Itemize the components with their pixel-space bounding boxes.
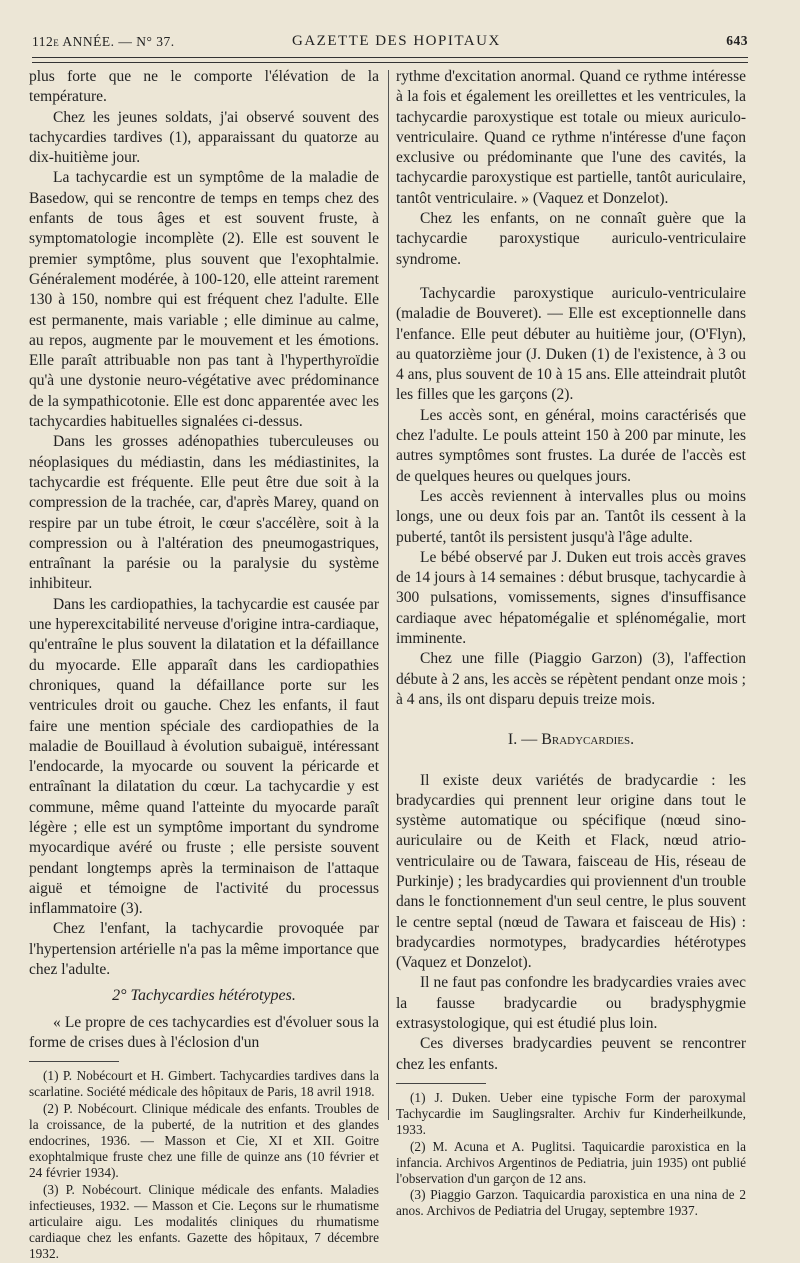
paragraph: Chez une fille (Piaggio Garzon) (3), l'affection débute à 2 ans, les accès se répètent pendant onze mois ; à 4 ans, ils ont disparu depuis treize mois. [396, 650, 746, 708]
paragraph: Il existe deux variétés de bradycardie : les bradycardies qui prennent leur origine dans tout le système automatique ou spécifique (nœud sino-auriculaire ou de Keith et Flack, nœud atrio-ventriculaire ou de Tawara, faisceau de His, réseau de Purkinje) ; les bradycardies qui proviennent d'un trouble dans le fonctionnement d'un seul centre, le plus souvent le centre septal (nœud de Tawara et faisceau de His) : bradycardies normotypes, bradycardies hétérotypes (Vaquez et Donzelot). [396, 771, 746, 972]
footnote: (1) J. Duken. Ueber eine typische Form der paroxymal Tachycardie im Sauglingsralter. Archiv fur Kinderheilkunde, 1933. [396, 1089, 746, 1138]
column-divider [388, 70, 389, 1120]
page-number: 643 [726, 33, 748, 48]
footnotes [29, 1068, 379, 1262]
header-rule [32, 57, 748, 63]
section-heading: 2° Tachycardies hétérotypes. [112, 987, 296, 1005]
footnotes [396, 1090, 746, 1220]
paragraph: rythme d'excitation anormal. Quand ce rythme intéresse à la fois et également les oreillettes et les ventricules, la tachycardie paroxystique est totale ou mieux auriculo-ventriculaire. Quand ce rythme n'intéresse d'une façon exclusive ou prédominante que l'une des cavités, la tachycardie paroxystique est partielle, tantôt auriculaire, tantôt ventriculaire. » (Vaquez et Donzelot). [396, 68, 746, 207]
footnote: (2) M. Acuna et A. Puglitsi. Taquicardie paroxistica en la infancia. Archivos Argentinos de Pediatria, juin 1935) ont publié l'observation d'un garçon de 12 ans. [396, 1138, 746, 1186]
paragraph: La tachycardie est un symptôme de la maladie de Basedow, qui se rencontre de temps en temps chez des enfants de tous âges et est souvent fruste, à symptomatologie incomplète (2). Elle est souvent le premier symptôme, plus souvent que l'exophtalmie. Généralement modérée, à 100-120, elle atteint rarement 130 à 150, nombre qui est fréquent chez l'adulte. Elle est permanente, mais variable ; elle diminue au calme, au repos, augmente par le mouvement et les émotions. Elle paraît attribuable non pas tant à l'hyperthyroïdie qu'à une dystonie neuro-végétative avec prédominance de la sympathicotonie. Elle est donc apparentée avec les tachycardies habituelles signalées ci-dessus. [29, 169, 379, 431]
running-header [32, 30, 748, 52]
paragraph: Il ne faut pas confondre les bradycardies vraies avec la fausse bradycardie ou bradysphygmie extrasystologique, qui est étudié plus loin. [396, 974, 746, 1033]
paragraph: plus forte que ne le comporte l'élévation de la température. [29, 68, 379, 106]
footnote: (3) P. Nobécourt. Clinique médicale des enfants. Maladies infectieuses, 1932. — Masson et Cie. Leçons sur le rhumatisme articulaire aigu. Les modalités cliniques du rhumatisme cardiaque chez les enfants. Gazette des hôpitaux, 7 décembre 1932. [29, 1181, 379, 1262]
paragraph: Dans les grosses adénopathies tuberculeuses ou néoplasiques du médiastin, dans les médiastinites, la tachycardie est fréquente. Elle peut être due soit à la compression de la trachée, car, d'après Marey, quand on respire par un tube étroit, le cœur s'accélère, soit à la compression ou à l'altération des pneumogastriques, entraînant la parésie ou la paralysie du système inhibiteur. [29, 433, 379, 593]
paragraph: Chez les enfants, on ne connaît guère que la tachycardie paroxystique auriculo-ventriculaire syndrome. [396, 210, 746, 268]
paragraph: Le bébé observé par J. Duken eut trois accès graves de 14 jours à 14 semaines : début brusque, tachycardie à 300 pulsations, vomissements, signes d'insuffisance cardiaque avec hépatomégalie et splénomégalie, mort imminente. [396, 548, 746, 648]
footnote: (3) Piaggio Garzon. Taquicardia paroxistica en una nina de 2 anos. Archivos de Pediatria del Urugay, septembre 1937. [396, 1187, 746, 1219]
paragraph: Les accès reviennent à intervalles plus ou moins longs, une ou deux fois par an. Tantôt ils cessent à la puberté, tantôt ils persistent jusqu'à l'âge adulte. [396, 487, 746, 546]
section-heading: I. — Bradycardies. [507, 731, 635, 749]
left-column [29, 67, 379, 1263]
paragraph: Ces diverses bradycardies peuvent se rencontrer chez les enfants. [396, 1035, 746, 1073]
footnote-separator [396, 1083, 486, 1084]
paragraph: Dans les cardiopathies, la tachycardie est causée par une hyperexcitabilité nerveuse d'origine intra-cardiaque, qu'entraîne le plus souvent la dilatation et la défaillance du myocarde. Elle apparaît dans les cardiopathies chroniques, quand la défaillance porte sur les ventricules droit ou gauche. Chez les enfants, il faut faire une mention spéciale des cardiopathies de la maladie de Bouillaud à évolution subaiguë, intéressant l'endocarde, la myocarde ou souvent la péricarde et entraînant la dilatation du cœur. La tachycardie y est commune, même quand l'atteinte du myocarde paraît légère ; elle est un symptôme important du syndrome myocardique avéré ou fruste ; elle persiste souvent pendant longtemps après la terminaison de l'attaque aiguë et témoigne de l'activité du processus inflammatoire (3). [29, 595, 379, 918]
paragraph: Chez l'enfant, la tachycardie provoquée par l'hypertension artérielle n'a pas la même importance que chez l'adulte. [29, 920, 379, 979]
right-column [396, 67, 746, 1220]
paragraph: Chez les jeunes soldats, j'ai observé souvent des tachycardies tardives (1), apparaissant du quatorze au dix-huitième jour. [29, 108, 379, 167]
paragraph: Les accès sont, en général, moins caractérisés que chez l'adulte. Le pouls atteint 150 à 200 par minute, les autres symptômes sont frustes. La durée de l'accès est de quelques heures ou quelques jours. [396, 406, 746, 485]
paragraph: Tachycardie paroxystique auriculo-ventriculaire (maladie de Bouveret). — Elle est exceptionnelle dans l'enfance. Elle peut débuter au huitième jour, (O'Flyn), au quatorzième jour (J. Duken (1) de l'existence, à 3 ou 4 ans, plus souvent de 10 à 15 ans. Elle atteindrait plutôt les filles que les garçons (2). [396, 284, 746, 404]
journal-title: GAZETTE DES HOPITAUX [292, 33, 501, 49]
footnote: (1) P. Nobécourt et H. Gimbert. Tachycardies tardives dans la scarlatine. Société médicale des hôpitaux de Paris, 18 avril 1918. [29, 1068, 379, 1100]
footnote-separator [29, 1061, 119, 1062]
footnote: (2) P. Nobécourt. Clinique médicale des enfants. Troubles de la croissance, de la puberté, de la nutrition et des glandes endocrines, 1936. — Masson et Cie, XI et XII. Goitre exophtalmique fruste chez une fille de quinze ans (10 février et 24 février 1934). [29, 1100, 379, 1181]
quote-paragraph: « Le propre de ces tachycardies est d'évoluer sous la forme de crises dues à l'éclosion d'un [29, 1013, 379, 1051]
issue-number: 112e ANNÉE. — N° 37. [32, 34, 175, 49]
